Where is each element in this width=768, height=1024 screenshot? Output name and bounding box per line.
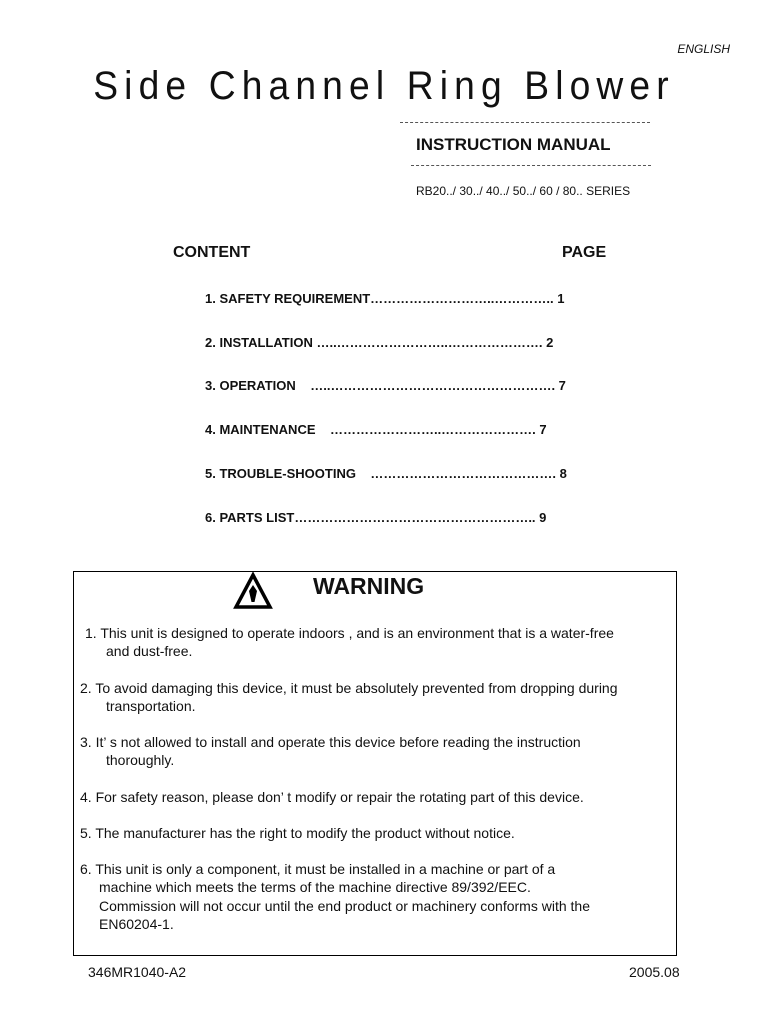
warning-item-3-cont: thoroughly.: [106, 752, 175, 768]
bottom-dashed-divider: [411, 165, 651, 166]
toc-item-maintenance[interactable]: 4. MAINTENANCE ……………………..…………………. 7: [205, 422, 547, 437]
language-label: ENGLISH: [677, 42, 730, 56]
document-date: 2005.08: [629, 964, 680, 980]
warning-item-6: 6. This unit is only a component, it must be installed in a machine or part of a: [80, 861, 556, 877]
document-subtitle: INSTRUCTION MANUAL: [416, 135, 611, 154]
toc-item-trouble-shooting[interactable]: 5. TROUBLE-SHOOTING ……………………………………. 8: [205, 466, 567, 481]
warning-item-6-cont-3: EN60204-1.: [99, 916, 174, 932]
document-title: Side Channel Ring Blower: [93, 64, 675, 108]
warning-title: WARNING: [313, 573, 425, 599]
document-code: 346MR1040-A2: [88, 964, 187, 980]
toc-page-header: PAGE: [562, 244, 607, 261]
toc-item-operation[interactable]: 3. OPERATION …..……………………………………………. 7: [205, 378, 566, 393]
toc-content-header: CONTENT: [173, 244, 251, 261]
toc-item-safety[interactable]: 1. SAFETY REQUIREMENT………………………..………….. 1: [205, 291, 565, 306]
toc-item-parts-list[interactable]: 6. PARTS LIST……………………………………………….. 9: [205, 510, 547, 525]
toc-item-installation[interactable]: 2. INSTALLATION …..……………………..…………………. 2: [205, 335, 554, 350]
warning-item-1-cont: and dust-free.: [106, 643, 193, 659]
top-dashed-divider: [400, 122, 650, 123]
warning-item-2: 2. To avoid damaging this device, it must be absolutely prevented from dropping during: [80, 680, 618, 696]
warning-triangle-icon: [233, 572, 273, 610]
warning-item-1: 1. This unit is designed to operate indoors , and is an environment that is a water-free: [85, 625, 614, 641]
warning-item-4: 4. For safety reason, please don’ t modify or repair the rotating part of this device.: [80, 789, 584, 805]
warning-item-2-cont: transportation.: [106, 698, 196, 714]
series-label: RB20../ 30../ 40../ 50../ 60 / 80.. SERIES: [416, 184, 631, 198]
warning-item-6-cont-1: machine which meets the terms of the machine directive 89/392/EEC.: [99, 879, 531, 895]
warning-item-5: 5. The manufacturer has the right to modify the product without notice.: [80, 825, 515, 841]
warning-item-6-cont-2: Commission will not occur until the end product or machinery conforms with the: [99, 898, 590, 914]
warning-item-3: 3. It’ s not allowed to install and operate this device before reading the instruction: [80, 734, 581, 750]
